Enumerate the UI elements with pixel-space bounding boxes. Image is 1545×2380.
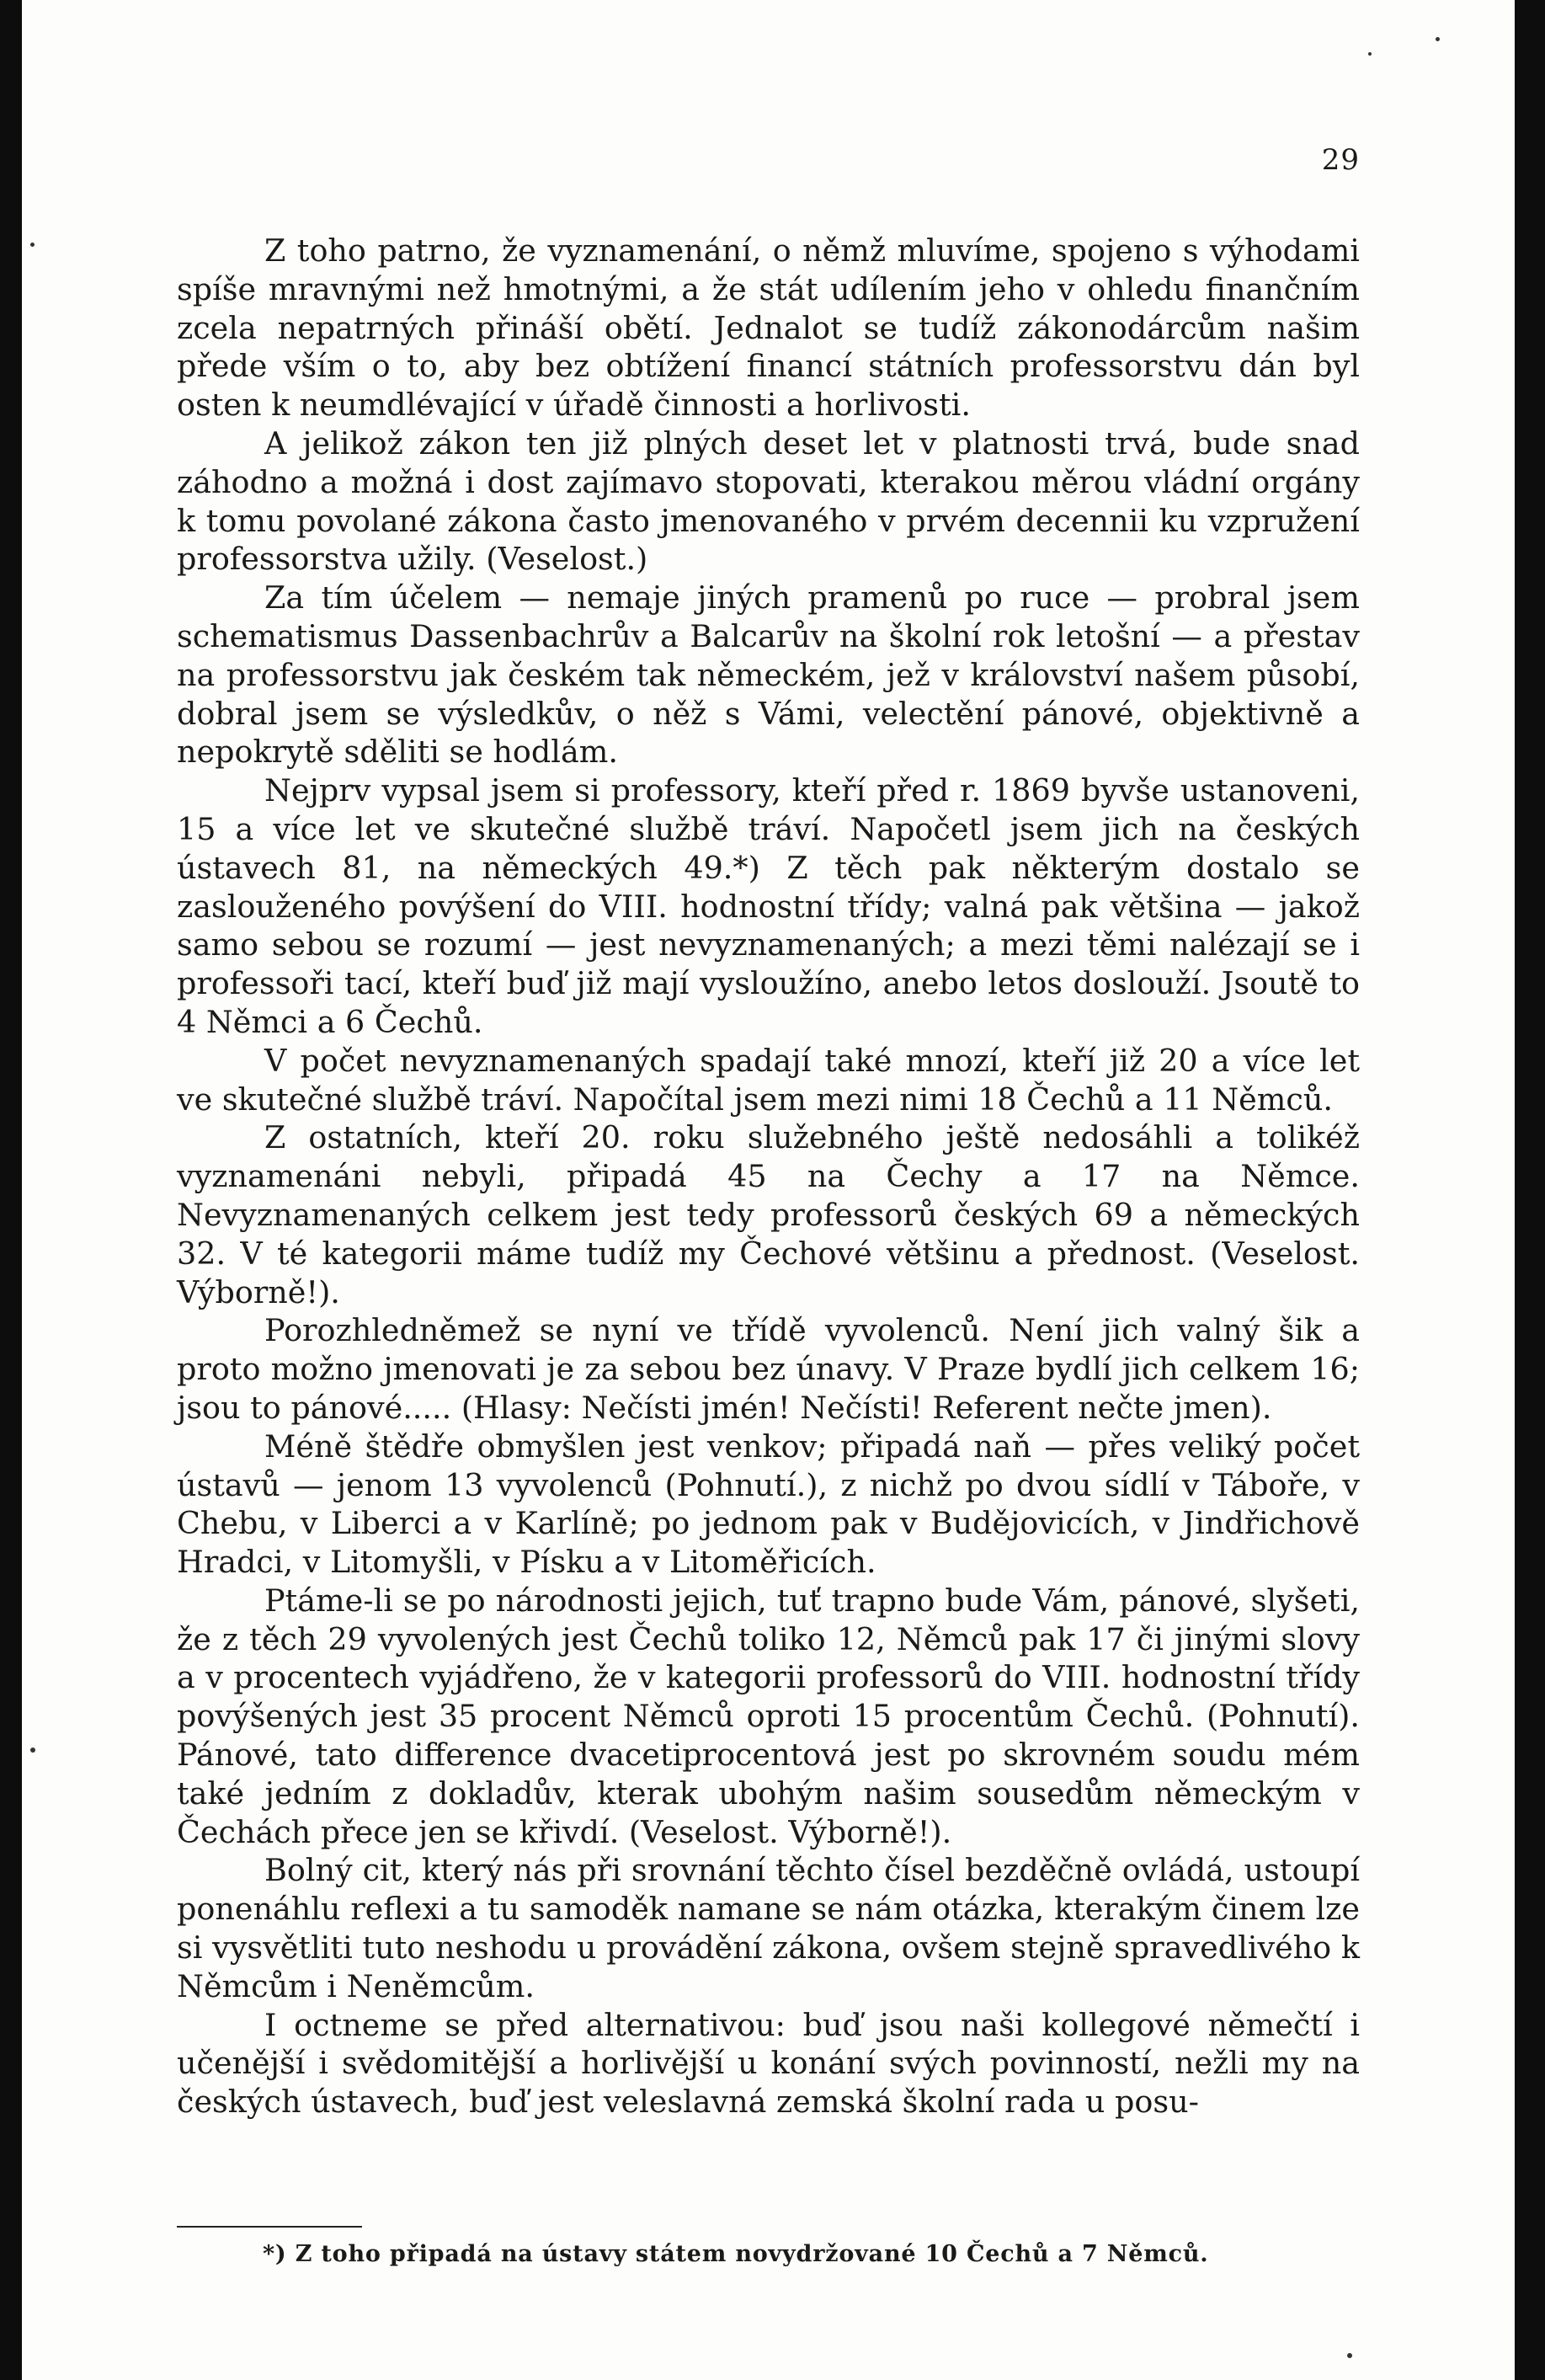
paragraph: A jelikož zákon ten již plných deset let v platnosti trvá, bude snad záhodno a možná i dost zajímavo stopovati, kterakou měrou vládní orgány k tomu povolané zákona často jmenovaného v prvém decennii ku vzpružení professorstva užily. (Veselost.): [177, 424, 1360, 578]
body-text: [177, 232, 1360, 2121]
scan-speck: [1436, 37, 1440, 41]
paragraph: Méně štědře obmyšlen jest venkov; připadá naň — přes veliký počet ústavů — jenom 13 vyvolenců (Pohnutí.), z nichž po dvou sídlí v Táboře, v Chebu, v Liberci a v Karlíně; po jednom pak v Budějovicích, v Jindřichově Hradci, v Litomyšli, v Písku a v Litoměřicích.: [177, 1427, 1360, 1581]
paragraph: Bolný cit, který nás při srovnání těchto čísel bezděčně ovládá, ustoupí ponenáhlu reflexi a tu samoděk namane se nám otázka, kterakým činem lze si vysvětliti tuto neshodu u provádění zákona, ovšem stejně spravedlivého k Němcům i Neněmcům.: [177, 1852, 1360, 2004]
paragraph: Porozhledněmež se nyní ve třídě vyvolenců. Není jich valný šik a proto možno jmenovati je za sebou bez únavy. V Praze bydlí jich celkem 16; jsou to pánové..... (Hlasy: Nečísti jmén! Nečísti! Referent nečte jmen).: [177, 1312, 1360, 1426]
scan-speck: [1368, 52, 1372, 56]
footnote-divider: [177, 2226, 362, 2228]
paragraph: I octneme se před alternativou: buď jsou naši kollegové němečtí i učenější i svědomitější a horlivější u konání svých povinností, nežli my na českých ústavech, buď jest veleslavná zemská školní rada u posu-: [177, 2006, 1360, 2121]
paragraph: Za tím účelem — nemaje jiných pramenů po ruce — probral jsem schematismus Dassenbachrův a Balcarův na školní rok letošní — a přestav na professorstvu jak českém tak německém, jež v království našem působí, dobral jsem se výsledkův, o něž s Vámi, velectění pánové, objektivně a nepokrytě sděliti se hodlám.: [177, 579, 1360, 771]
paragraph: Ptáme-li se po národnosti jejich, tuť trapno bude Vám, pánové, slyšeti, že z těch 29 vyvolených jest Čechů toliko 12, Němců pak 17 či jinými slovy a v procentech vyjádřeno, že v kategorii professorů do VIII. hodnostní třídy povýšených jest 35 procent Němců oproti 15 procentům Čechů. (Pohnutí). Pánové, tato difference dvacetiprocentová jest po skrovném soudu mém také jedním z dokladův, kterak ubohým našim sousedům německým v Čechách přece jen se křivdí. (Veselost. Výborně!).: [177, 1582, 1360, 1850]
footnote: *) Z toho připadá na ústavy státem novydržované 10 Čechů a 7 Němců.: [263, 2241, 1209, 2267]
scan-speck: [1347, 2353, 1352, 2358]
scan-speck: [30, 1748, 35, 1753]
scan-border-left: [0, 0, 22, 2380]
scan-border-right: [1515, 0, 1545, 2380]
scan-speck: [30, 243, 35, 247]
paragraph: Z toho patrno, že vyznamenání, o němž mluvíme, spojeno s výhodami spíše mravnými než hmotnými, a že stát udílením jeho v ohledu finančním zcela nepatrných přináší obětí. Jednalot se tudíž zákonodárcům našim přede vším o to, aby bez obtížení financí státních professorstvu dán byl osten k neumdlévající v úřadě činnosti a horlivosti.: [177, 232, 1360, 424]
page-number: 29: [1321, 143, 1360, 177]
paragraph: V počet nevyznamenaných spadají také mnozí, kteří již 20 a více let ve skutečné službě tráví. Napočítal jsem mezi nimi 18 Čechů a 11 Němců.: [177, 1042, 1360, 1118]
paragraph: Z ostatních, kteří 20. roku služebného ještě nedosáhli a tolikéž vyznamenáni nebyli, připadá 45 na Čechy a 17 na Němce. Nevyznamenaných celkem jest tedy professorů českých 69 a německých 32. V té kategorii máme tudíž my Čechové většinu a přednost. (Veselost. Výborně!).: [177, 1119, 1360, 1310]
paragraph: Nejprv vypsal jsem si professory, kteří před r. 1869 byvše ustanoveni, 15 a více let ve skutečné službě tráví. Napočetl jsem jich na českých ústavech 81, na německých 49.*) Z těch pak některým dostalo se zaslouženého povýšení do VIII. hodnostní třídy; valná pak většina — jakož samo sebou se rozumí — jest nevyznamenaných; a mezi těmi nalézají se i professoři tací, kteří buď již mají vysloužíno, anebo letos doslouží. Jsoutě to 4 Němci a 6 Čechů.: [177, 772, 1360, 1040]
